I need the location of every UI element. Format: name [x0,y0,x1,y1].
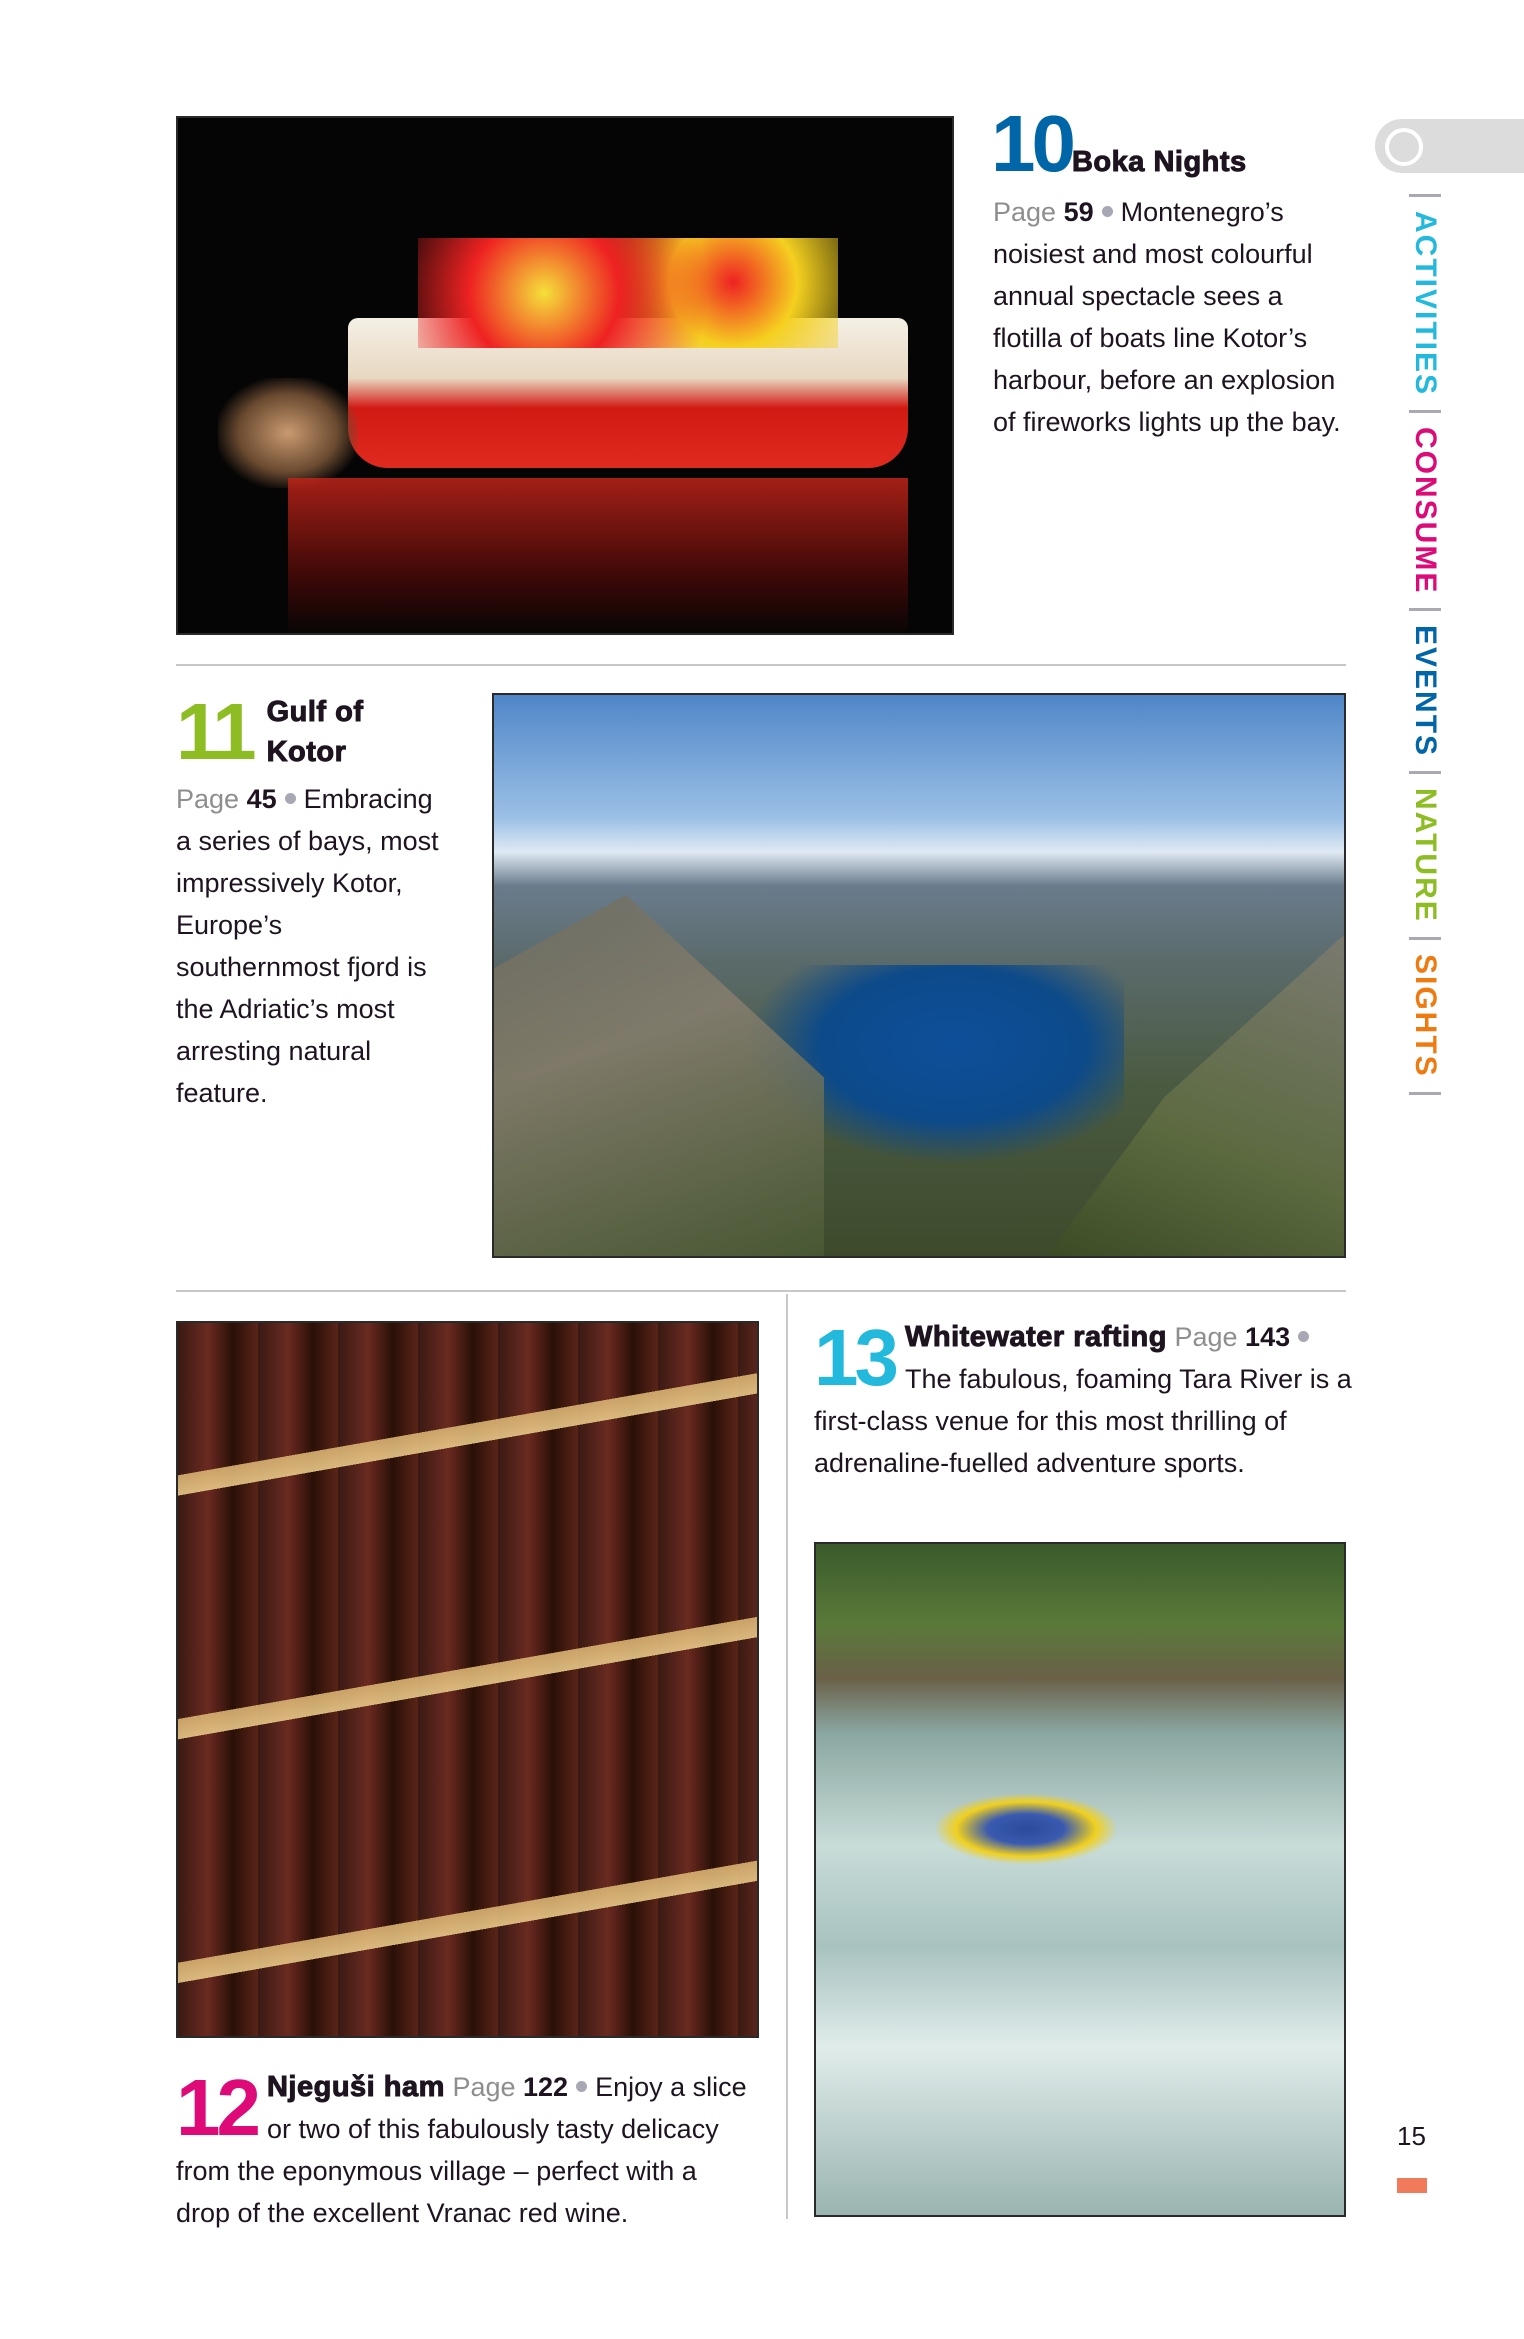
nav-separator [1409,937,1441,940]
item-number: 13 [814,1313,895,1402]
nav-sights[interactable]: SIGHTS [1409,954,1442,1078]
section-tab [1375,119,1524,173]
whitewater-rafting-photo [814,1542,1346,2217]
nav-separator [1409,771,1441,774]
tab-circle-icon [1385,128,1423,166]
page-ref-link[interactable]: 59 [1063,197,1094,227]
item-text: The fabulous, foaming Tara River is a first-class venue for this most thrilling of adrenaline-fuelled adventure sports. [814,1364,1352,1478]
page-marker [1397,2178,1427,2193]
page-label: Page [176,784,240,814]
item-text: Enjoy a slice or two of this fabulously tasty delicacy from the eponymous village – perfect with a drop of the excellent Vranac red wine. [176,2072,747,2228]
item-11-description [176,778,451,1114]
item-13-description [814,1313,1354,1484]
item-title: Gulf of Kotor [266,696,364,768]
boka-nights-photo [176,116,954,635]
nav-consume[interactable]: CONSUME [1409,427,1442,595]
item-12-description [176,2063,756,2234]
bullet-icon [285,793,296,804]
item-title: Boka Nights [1071,146,1247,178]
nav-events[interactable]: EVENTS [1409,625,1442,758]
divider [176,1290,1346,1292]
vertical-divider [786,1294,788,2219]
bullet-icon [1102,206,1113,217]
item-title: Whitewater rafting [904,1321,1167,1353]
page-label: Page [452,2072,516,2102]
side-nav [1405,194,1445,1095]
item-title: Njeguši ham [266,2071,445,2103]
item-number: 10 [991,99,1072,188]
divider [176,664,1346,666]
nav-separator [1409,1092,1441,1095]
page-ref-link[interactable]: 143 [1245,1322,1291,1352]
bullet-icon [1298,1331,1309,1342]
page-label: Page [993,197,1057,227]
nav-separator [1409,608,1441,611]
nav-nature[interactable]: NATURE [1409,788,1442,924]
nav-separator [1409,194,1441,197]
page-number: 15 [1397,2121,1426,2151]
njegusi-ham-photo [176,1321,759,2038]
item-10-header [991,99,1247,188]
page-ref-link[interactable]: 45 [246,784,277,814]
item-number: 12 [176,2063,257,2152]
page-ref-link[interactable]: 122 [523,2072,569,2102]
page-label: Page [1174,1322,1238,1352]
item-text: Embracing a series of bays, most impressively Kotor, Europe’s southernmost fjord is the Adriatic’s most arresting natural feature. [176,784,439,1108]
item-10-description [993,191,1353,443]
item-11-header [176,687,466,776]
item-number: 11 [176,687,253,776]
gulf-of-kotor-photo [492,693,1346,1258]
nav-activities[interactable]: ACTIVITIES [1409,211,1442,397]
bullet-icon [576,2081,587,2092]
item-text: Montenegro’s noisiest and most colourful annual spectacle sees a flotilla of boats line Kotor’s harbour, before an explosion of fireworks lights up the bay. [993,197,1341,437]
nav-separator [1409,410,1441,413]
